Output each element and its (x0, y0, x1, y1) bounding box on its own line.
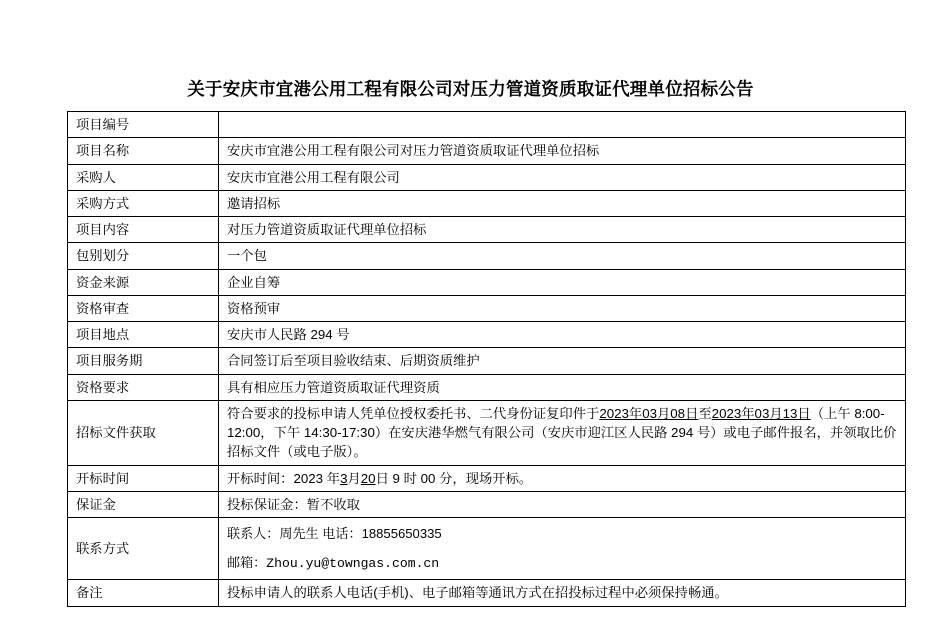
table-row (68, 112, 906, 138)
acquire-text-part1: 符合要求的投标申请人凭单位授权委托书、二代身份证复印件于 (227, 405, 600, 421)
row-label-contact: 联系方式 (68, 518, 219, 580)
row-label-qualification-requirement: 资格要求 (68, 374, 219, 400)
row-label-project-content: 项目内容 (68, 217, 219, 243)
row-value-project-name: 安庆市宜港公用工程有限公司对压力管道资质取证代理单位招标 (219, 138, 906, 164)
table-row (68, 243, 906, 269)
row-value-package-division: 一个包 (219, 243, 906, 269)
row-label-qualification-review: 资格审查 (68, 295, 219, 321)
bid-announcement-table (67, 111, 906, 607)
row-value-purchaser: 安庆市宜港公用工程有限公司 (219, 164, 906, 190)
row-label-bid-opening-time: 开标时间 (68, 465, 219, 491)
row-label-funding-source: 资金来源 (68, 269, 219, 295)
open-text-mid1: 月 (347, 470, 361, 486)
row-value-contact (219, 518, 906, 580)
acquire-date-end: 2023年03月13日 (711, 405, 811, 421)
acquire-date-start: 2023年03月08日 (599, 405, 699, 421)
row-label-deposit: 保证金 (68, 491, 219, 517)
row-value-purchase-method: 邀请招标 (219, 190, 906, 216)
row-label-service-period: 项目服务期 (68, 348, 219, 374)
page-title: 关于安庆市宜港公用工程有限公司对压力管道资质取证代理单位招标公告 (187, 79, 754, 99)
row-label-purchase-method: 采购方式 (68, 190, 219, 216)
contact-email-line: 邮箱：Zhou.yu@towngas.com.cn (227, 555, 440, 571)
contact-person-line: 联系人：周先生 电话：18855650335 (227, 526, 442, 542)
row-value-qualification-requirement: 具有相应压力管道资质取证代理资质 (219, 374, 906, 400)
open-text-mid2: 日 9 时 00 分，现场开标。 (375, 470, 533, 486)
table-row (68, 217, 906, 243)
row-label-remark: 备注 (68, 580, 219, 606)
row-value-document-acquisition (219, 400, 906, 465)
row-value-funding-source: 企业自筹 (219, 269, 906, 295)
table-row (68, 322, 906, 348)
row-label-package-division: 包别划分 (68, 243, 219, 269)
table-row (68, 491, 906, 517)
row-value-project-location: 安庆市人民路 294 号 (219, 322, 906, 348)
row-label-purchaser: 采购人 (68, 164, 219, 190)
open-day: 20 (360, 470, 376, 486)
row-value-bid-opening-time (219, 465, 906, 491)
table-row (68, 400, 906, 465)
table-row (68, 164, 906, 190)
table-row (68, 348, 906, 374)
row-value-remark: 投标申请人的联系人电话(手机)、电子邮箱等通讯方式在招投标过程中必须保持畅通。 (219, 580, 906, 606)
row-value-project-number (219, 112, 906, 138)
open-text-prefix: 开标时间：2023 年 (227, 470, 341, 486)
row-label-project-number: 项目编号 (68, 112, 219, 138)
row-value-qualification-review: 资格预审 (219, 295, 906, 321)
table-row (68, 580, 906, 606)
row-value-deposit: 投标保证金：暂不收取 (219, 491, 906, 517)
table-row (68, 518, 906, 580)
table-row (68, 190, 906, 216)
row-label-project-location: 项目地点 (68, 322, 219, 348)
row-label-project-name: 项目名称 (68, 138, 219, 164)
table-row (68, 138, 906, 164)
table-row (68, 295, 906, 321)
table-row (68, 465, 906, 491)
table-row (68, 269, 906, 295)
row-label-document-acquisition: 招标文件获取 (68, 400, 219, 465)
table-row (68, 374, 906, 400)
row-value-service-period: 合同签订后至项目验收结束、后期资质维护 (219, 348, 906, 374)
row-value-project-content: 对压力管道资质取证代理单位招标 (219, 217, 906, 243)
acquire-text-mid1: 至 (698, 405, 712, 421)
open-month: 3 (340, 470, 348, 486)
acquire-text-mid2: （上午 8:00-12:00，下午 14:30-17:30）在安庆港华燃气有限公司（安庆市迎江区人民路 294 号）或电子邮件报名，并领取比价招标文件（或电子版）。 (227, 405, 897, 460)
